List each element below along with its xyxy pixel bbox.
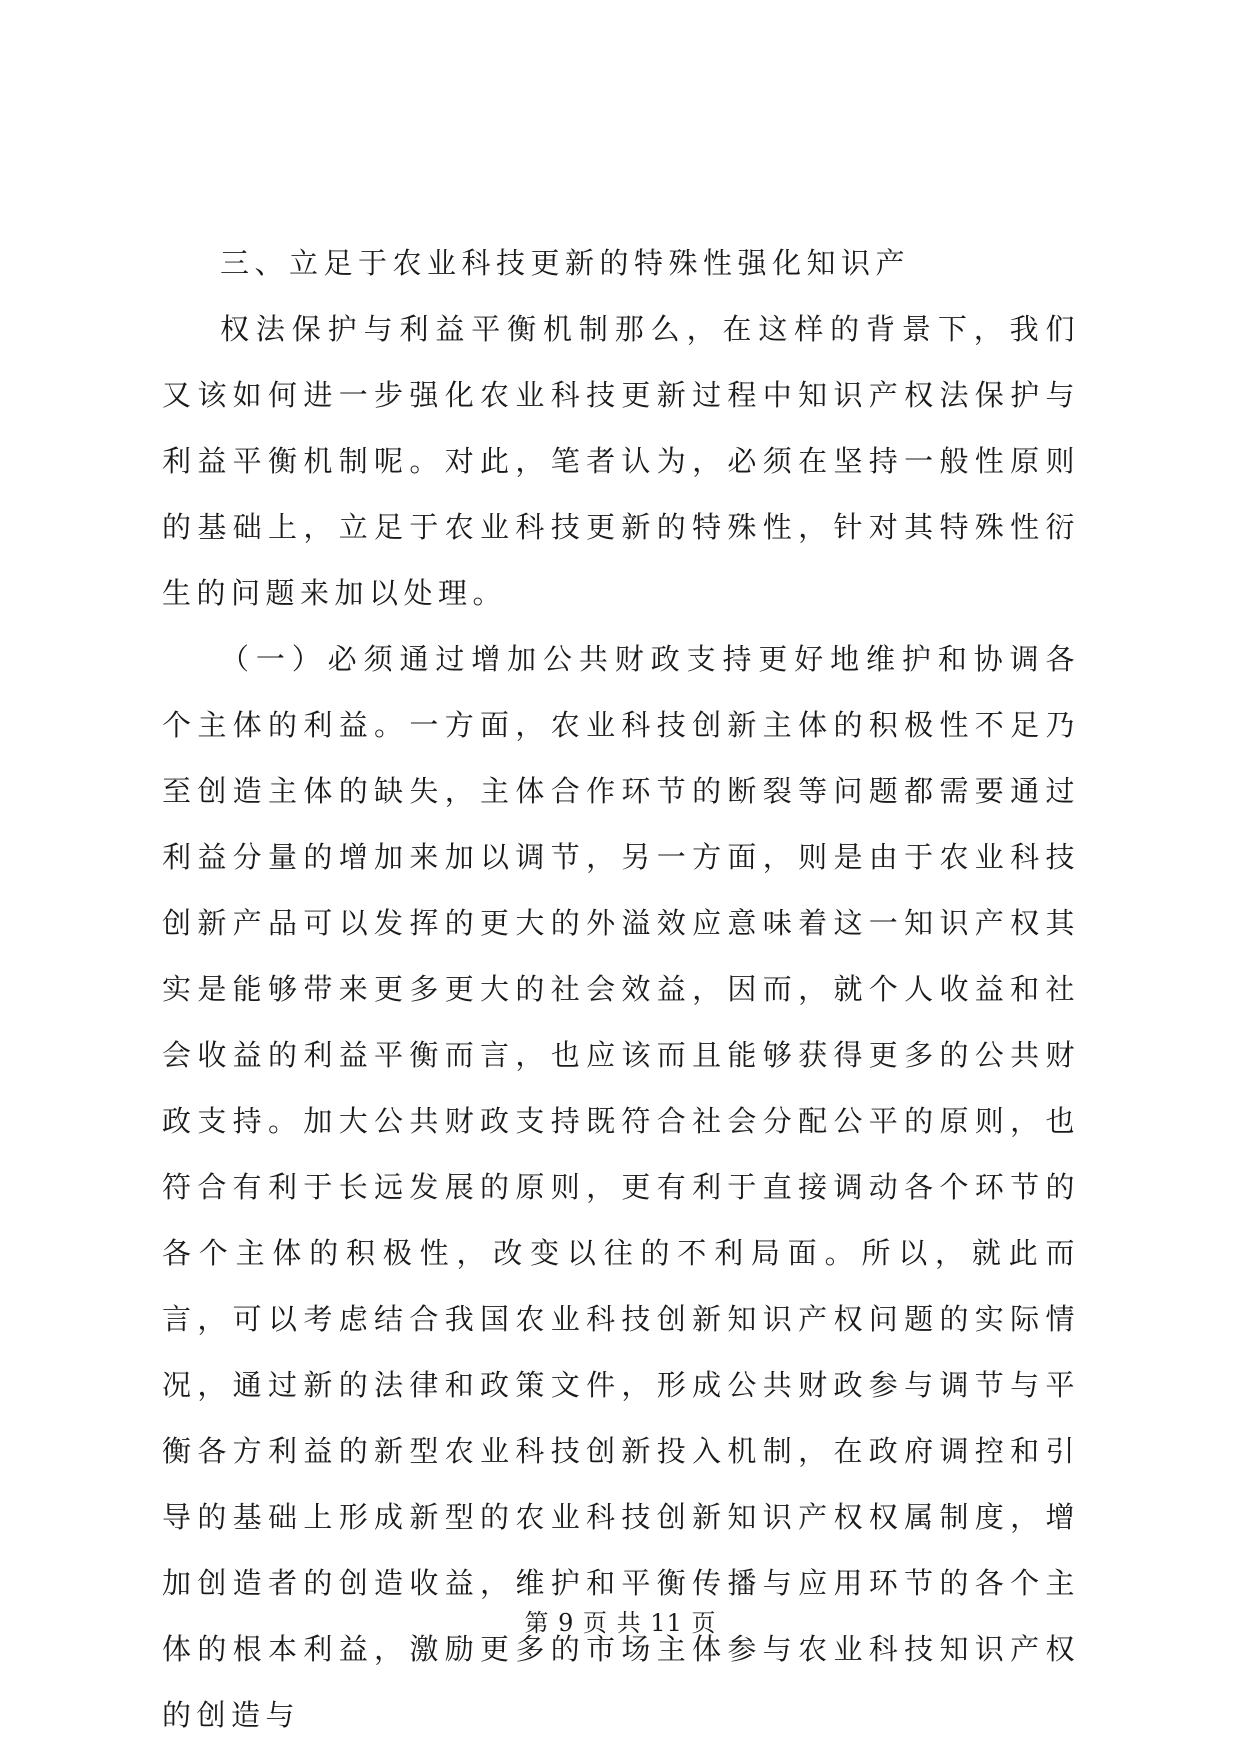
page-number-footer: 第 9 页 共 11 页 — [524, 1609, 717, 1637]
paragraph-intro: 权法保护与利益平衡机制那么，在这样的背景下，我们又该如何进一步强化农业科技更新过程中知识产权法保护与利益平衡机制呢。对此，笔者认为，必须在坚持一般性原则的基础上，立足于农业科技更新的特殊性，针对其特殊性衍生的问题来加以处理。 — [162, 312, 1080, 610]
paragraph-public-finance: （一）必须通过增加公共财政支持更好地维护和协调各个主体的利益。一方面，农业科技创新主体的积极性不足乃至创造主体的缺失，主体合作环节的断裂等问题都需要通过利益分量的增加来加以调节，另一方面，则是由于农业科技创新产品可以发挥的更大的外溢效应意味着这一知识产权其实是能够带来更多更大的社会效益，因而，就个人收益和社会收益的利益平衡而言，也应该而且能够获得更多的公共财政支持。加大公共财政支持既符合社会分配公平的原则，也符合有利于长远发展的原则，更有利于直接调动各个环节的各个主体的积极性，改变以往的不利局面。所以，就此而言，可以考虑结合我国农业科技创新知识产权问题的实际情况，通过新的法律和政策文件，形成公共财政参与调节与平衡各方利益的新型农业科技创新投入机制，在政府调控和引导的基础上形成新型的农业科技创新知识产权权属制度，增加创造者的创造收益，维护和平衡传播与应用环节的各个主体的根本利益，激励更多的市场主体参与农业科技知识产权的创造与 — [162, 642, 1080, 1732]
section-heading: 三、立足于农业科技更新的特殊性强化知识产 — [220, 246, 911, 280]
document-body — [162, 230, 1080, 1748]
